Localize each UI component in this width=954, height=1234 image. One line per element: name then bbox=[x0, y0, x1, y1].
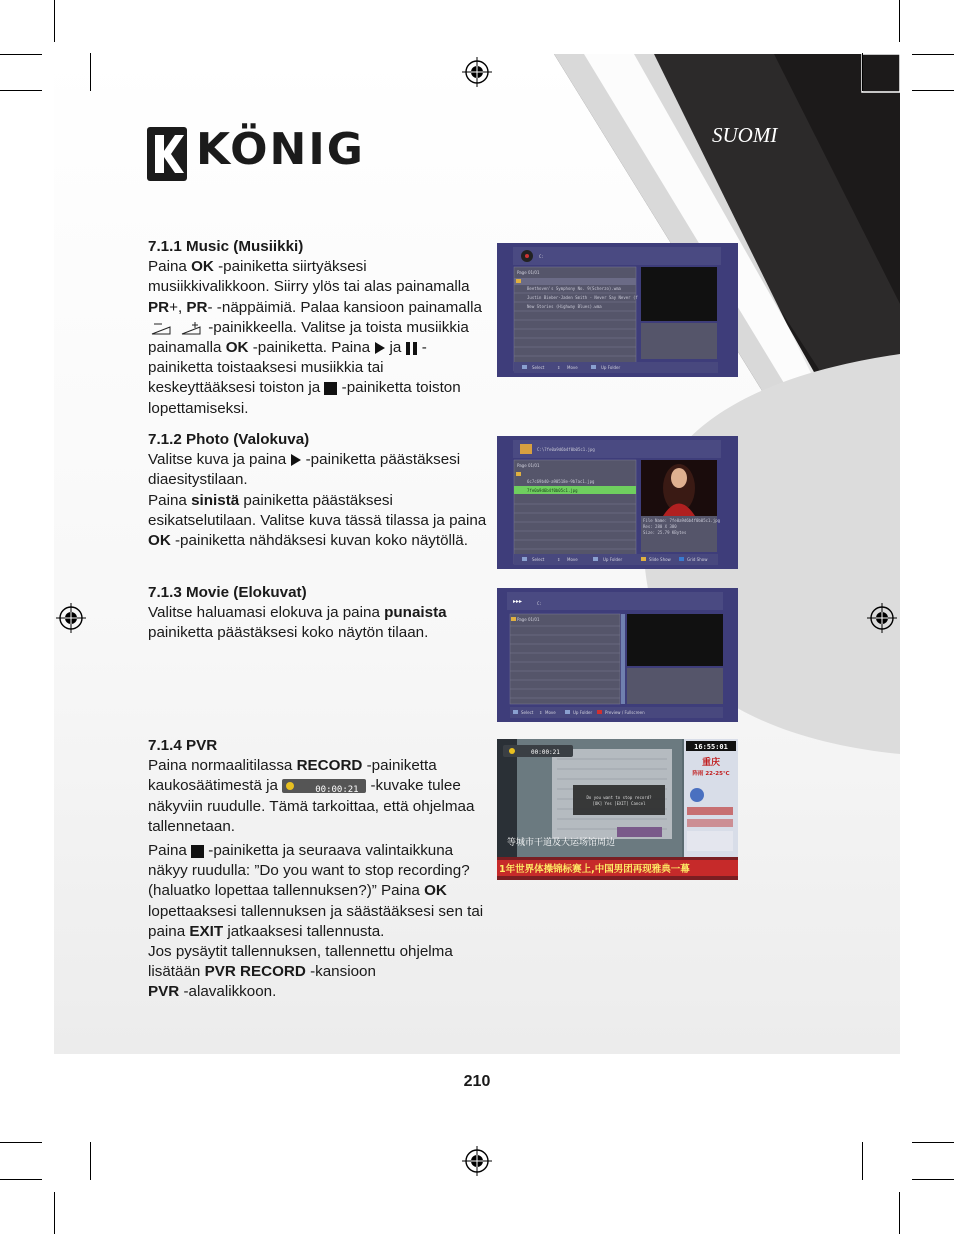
footer-label: Move bbox=[567, 557, 578, 562]
registration-mark-icon bbox=[462, 1146, 492, 1176]
crop-mark bbox=[899, 0, 900, 42]
footer-label: Grid Show bbox=[687, 557, 708, 562]
section-heading: 7.1.4 PVR bbox=[148, 737, 218, 754]
konig-logo-icon bbox=[147, 127, 187, 181]
folder-icon bbox=[516, 472, 521, 476]
channel-logo-icon bbox=[690, 788, 704, 802]
registration-mark-icon bbox=[867, 603, 897, 633]
crop-mark bbox=[862, 1142, 863, 1180]
section-body: Valitse kuva ja paina -painiketta päästäksesi diaesitystilaan. bbox=[148, 451, 461, 489]
footer-label: Preview / Fullscreen bbox=[605, 710, 645, 715]
music-menu-screenshot bbox=[497, 243, 738, 377]
section-photo bbox=[148, 430, 488, 551]
footer-label: Up Folder bbox=[573, 710, 593, 715]
section-movie bbox=[148, 583, 488, 644]
section-pvr bbox=[148, 736, 488, 1003]
crop-mark bbox=[899, 1192, 900, 1234]
section-heading: 7.1.3 Movie (Elokuvat) bbox=[148, 584, 307, 601]
footer-label: Select bbox=[532, 557, 545, 562]
crop-mark bbox=[54, 0, 55, 42]
footer-label: Select bbox=[521, 710, 534, 715]
section-heading: 7.1.2 Photo (Valokuva) bbox=[148, 431, 310, 448]
crop-mark bbox=[912, 90, 954, 91]
crop-mark bbox=[0, 1142, 42, 1143]
dialog-text: [OK] Yes [EXIT] Cancel bbox=[592, 801, 646, 806]
footer-label: Move bbox=[545, 710, 556, 715]
footer-label: Move bbox=[567, 365, 578, 370]
registration-mark-icon bbox=[462, 57, 492, 87]
footer-label: Select bbox=[532, 365, 545, 370]
volume-buttons-icon bbox=[148, 321, 204, 335]
svg-text:⇕: ⇕ bbox=[557, 557, 561, 562]
record-time: 00:00:21 bbox=[315, 785, 359, 796]
footer-label: Slide Show bbox=[649, 557, 671, 562]
crop-mark bbox=[912, 1142, 954, 1143]
footer-label: Up Folder bbox=[603, 557, 623, 562]
crop-mark bbox=[0, 1179, 42, 1180]
photo-folder-icon bbox=[520, 444, 532, 454]
pause-icon bbox=[406, 342, 418, 355]
photo-menu-screenshot bbox=[497, 436, 738, 569]
file-item: Justin Bieber-Jaden Smith - Never Say Never (f bbox=[527, 295, 638, 300]
record-dot-icon bbox=[509, 748, 515, 754]
stop-record-dialog bbox=[573, 785, 665, 815]
crop-mark bbox=[90, 53, 91, 91]
folder-icon bbox=[516, 279, 521, 283]
screen-page: Page 01/01 bbox=[517, 463, 540, 468]
section-body: Paina -painiketta ja seuraava valintaikkuna näkyy ruudulla: ”Do you want to stop recording? (haluatko lopettaa tallennuksen?)” Paina OK lopettaaksesi tallennuksen ja säästääksesi sen tai paina EXIT jatkaaksesi tallennusta. bbox=[148, 842, 484, 940]
pvr-recording-screenshot bbox=[497, 739, 738, 880]
screen-path: C: bbox=[537, 601, 542, 606]
weather-info: 阵雨 22-25℃ bbox=[692, 771, 730, 777]
stop-icon bbox=[191, 845, 204, 858]
recording-time: 00:00:21 bbox=[531, 749, 560, 756]
crop-mark bbox=[862, 53, 863, 91]
file-item: Beethoven's Symphony No. 9(Scherzo).wma bbox=[527, 286, 621, 291]
record-dot-icon bbox=[286, 782, 294, 790]
photo-info: Res: 280 X 380 bbox=[643, 524, 677, 529]
photo-info: File Name: 7fe0a9d6b4f0b05c1.jpg bbox=[643, 518, 721, 523]
section-music bbox=[148, 237, 488, 419]
folder-icon bbox=[511, 617, 516, 621]
file-item-selected: 7fe0a9d6b4f0b05c1.jpg bbox=[527, 488, 578, 493]
screen-path: C:\7fe0a9d6b4f0b05c1.jpg bbox=[537, 447, 595, 452]
language-label: SUOMI bbox=[712, 123, 778, 147]
screen-path: C: bbox=[539, 254, 544, 259]
record-indicator-badge bbox=[282, 779, 366, 796]
movie-menu-screenshot bbox=[497, 588, 738, 722]
svg-text:⇕: ⇕ bbox=[539, 710, 543, 715]
news-ticker: 1年世界体操锦标赛上,中国男团再现雅典一幕 bbox=[499, 864, 690, 875]
file-item: 6c7c69b40-a90518e-9b7ac1.jpg bbox=[527, 479, 595, 484]
play-icon bbox=[374, 342, 385, 354]
crop-mark bbox=[54, 1192, 55, 1234]
tv-clock: 16:55:01 bbox=[694, 743, 728, 751]
crop-mark bbox=[0, 90, 42, 91]
section-body: Valitse haluamasi elokuva ja paina punaista painiketta päästäksesi koko näytön tilaan. bbox=[148, 604, 447, 642]
crop-mark bbox=[912, 1179, 954, 1180]
movie-icon: ▸▸▸ bbox=[513, 598, 523, 605]
page-number: 210 bbox=[463, 1073, 491, 1090]
brand-wordmark: KÖNIG bbox=[196, 124, 365, 175]
crop-mark bbox=[912, 54, 954, 55]
weather-city: 重庆 bbox=[701, 758, 721, 768]
dialog-text: Do you want to stop record? bbox=[586, 795, 652, 800]
crop-mark bbox=[0, 54, 42, 55]
section-body: Paina normaalitilassa RECORD -painiketta kaukosäätimestä ja 00:00:21 -kuvake tulee näkyviin ruudulle. Tämä tarkoittaa, että ohjelmaa tallennetaan. bbox=[148, 757, 475, 835]
screen-page: Page 01/01 bbox=[517, 270, 540, 275]
section-body: Paina OK -painiketta siirtyäksesi musiikkivalikkoon. Siirry ylös tai alas painamalla PR+, PR- -näppäimiä. Palaa kansioon painamalla -painikkeella. Valitse ja toista musiikkia painamalla OK -painiketta. Paina ja -painiketta toistaaksesi musiikkia tai keskeyttääksesi toiston ja -painiketta toiston lopettamiseksi. bbox=[148, 258, 482, 417]
crop-mark bbox=[90, 1142, 91, 1180]
section-body: Paina sinistä painiketta päästäksesi esikatselutilaan. Valitse kuva tässä tilassa ja paina OK -painiketta nähdäksesi kuvan koko näytöllä. bbox=[148, 491, 487, 550]
svg-text:⇕: ⇕ bbox=[557, 365, 561, 370]
play-icon bbox=[290, 454, 301, 466]
screen-page: Page 01/01 bbox=[517, 617, 540, 622]
stop-icon bbox=[324, 382, 337, 395]
photo-info: Size: 25.79 KBytes bbox=[643, 530, 687, 535]
footer-label: Up Folder bbox=[601, 365, 621, 370]
section-heading: 7.1.1 Music (Musiikki) bbox=[148, 238, 304, 255]
section-body: Jos pysäytit tallennuksen, tallennettu ohjelma lisätään PVR RECORD -kansioon PVR -alavalikkoon. bbox=[148, 943, 453, 1001]
tv-subtitle: 等城市干道及大运场馆周边 bbox=[507, 838, 616, 848]
file-item: New Stories (Highway Blues).wma bbox=[527, 304, 602, 309]
registration-mark-icon bbox=[56, 603, 86, 633]
